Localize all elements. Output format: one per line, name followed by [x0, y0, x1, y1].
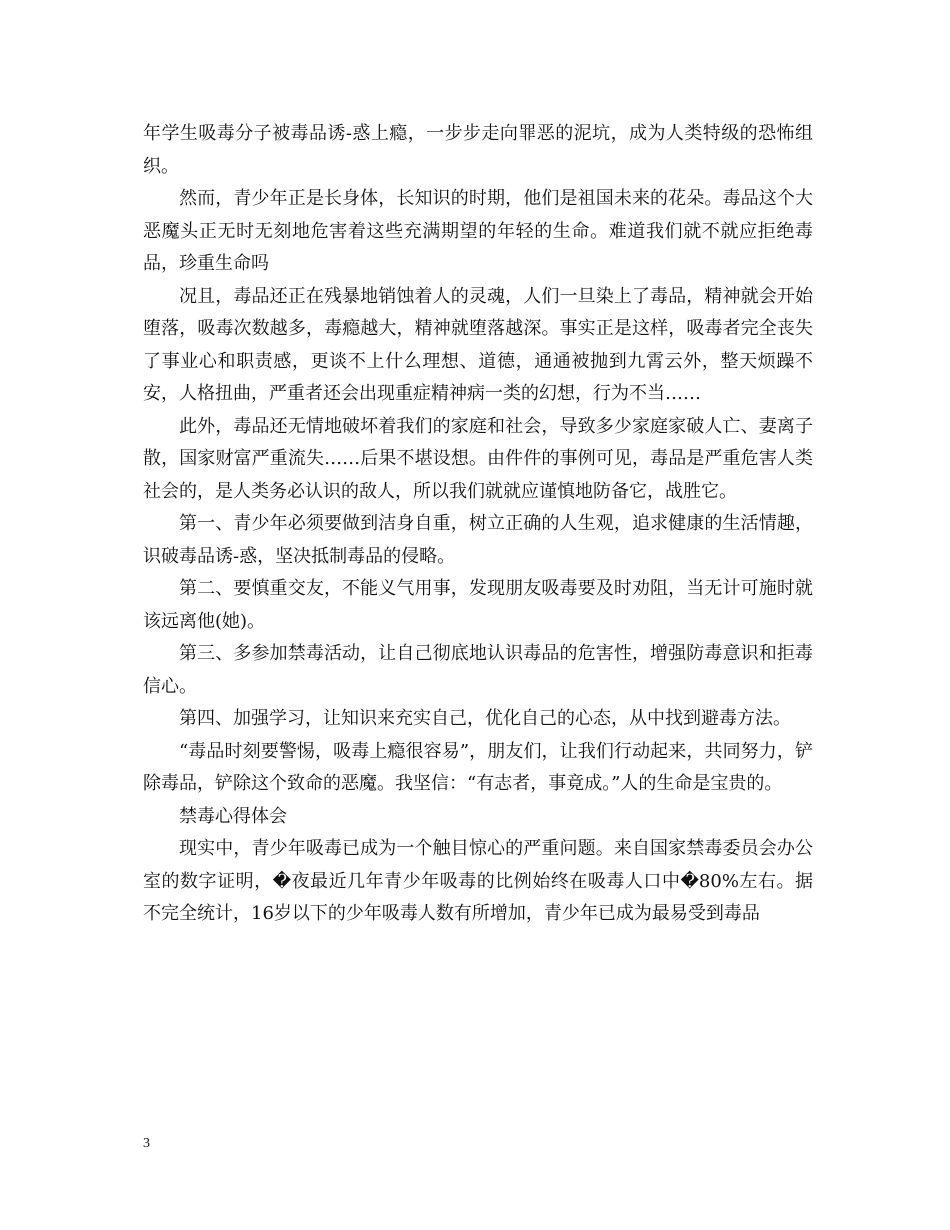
paragraph-1: 年学生吸毒分子被毒品诱-惑上瘾，一步步走向罪恶的泥坑，成为人类特级的恐怖组织。 [143, 123, 813, 177]
paragraph-3: 况且，毒品还正在残暴地销蚀着人的灵魂，人们一旦染上了毒品，精神就会开始堕落，吸毒次数越多，毒瘾越大，精神就堕落越深。事实正是这样，吸毒者完全丧失了事业心和职责感，更谈不上什么理想、道德，通通被抛到九霄云外，整天烦躁不安，人格扭曲，严重者还会出现重症精神病一类的幻想，行为不当…… [143, 285, 813, 404]
paragraph-6: 第二、要慎重交友，不能义气用事，发现朋友吸毒要及时劝阻，当无计可施时就该远离他(她)。 [143, 578, 813, 632]
page-number: 3 [143, 1136, 150, 1151]
paragraph-9: “毒品时刻要警惕，吸毒上瘾很容易”，朋友们，让我们行动起来，共同努力，铲除毒品，铲除这个致命的恶魔。我坚信：“有志者，事竟成。”人的生命是宝贵的。 [143, 740, 813, 794]
paragraph-7: 第三、多参加禁毒活动，让自己彻底地认识毒品的危害性，增强防毒意识和拒毒信心。 [143, 643, 813, 697]
section-heading: 禁毒心得体会 [179, 805, 287, 827]
document-body [143, 118, 813, 931]
paragraph-5: 第一、青少年必须要做到洁身自重，树立正确的人生观，追求健康的生活情趣，识破毒品诱-惑，坚决抵制毒品的侵略。 [143, 513, 813, 567]
paragraph-4: 此外，毒品还无情地破坏着我们的家庭和社会，导致多少家庭家破人亡、妻离子散，国家财富严重流失……后果不堪设想。由件件的事例可见，毒品是严重危害人类社会的，是人类务必认识的敌人，所以我们就就应谨慎地防备它，战胜它。 [143, 415, 813, 502]
paragraph-8: 第四、加强学习，让知识来充实自己，优化自己的心态，从中找到避毒方法。 [179, 708, 791, 729]
paragraph-2: 然而，青少年正是长身体，长知识的时期，他们是祖国未来的花朵。毒品这个大恶魔头正无时无刻地危害着这些充满期望的年轻的生命。难道我们就不就应拒绝毒品，珍重生命吗 [143, 188, 813, 274]
paragraph-10: 现实中，青少年吸毒已成为一个触目惊心的严重问题。来自国家禁毒委员会办公室的数字证明，�夜最近几年青少年吸毒的比例始终在吸毒人口中�80%左右。据不完全统计，16岁以下的少年吸毒人数有所增加，青少年已成为最易受到毒品 [143, 838, 813, 924]
